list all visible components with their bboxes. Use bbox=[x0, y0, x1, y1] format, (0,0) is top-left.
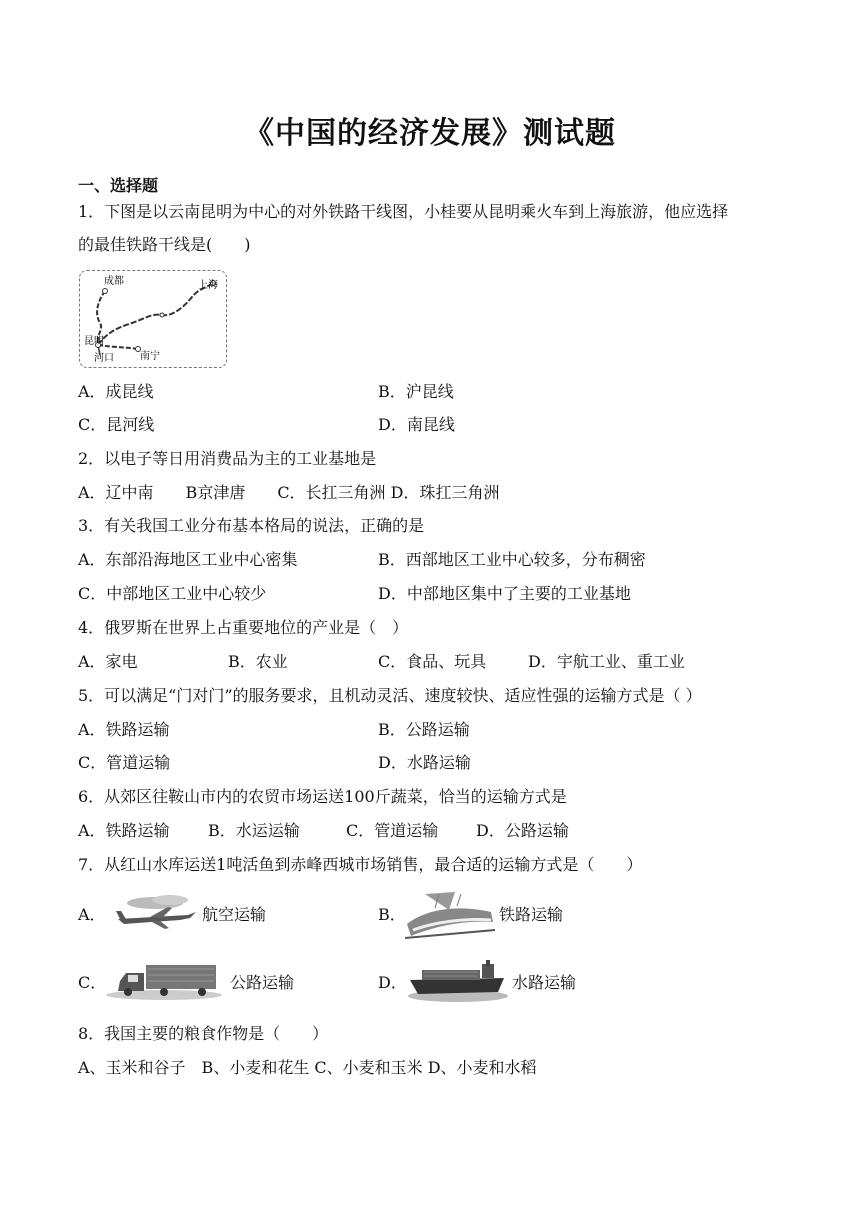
question-5-option-c: C．管道运输 bbox=[78, 753, 171, 772]
question-4-stem: 4．俄罗斯在世界上占重要地位的产业是（ ） bbox=[78, 618, 409, 637]
page-title: 《中国的经济发展》测试题 bbox=[244, 116, 616, 151]
question-7-option-d-text: 水路运输 bbox=[512, 973, 577, 992]
question-8-options: A、玉米和谷子 B、小麦和花生 C、小麦和玉米 D、小麦和水稻 bbox=[78, 1058, 537, 1077]
question-5-option-a: A．铁路运输 bbox=[78, 720, 170, 739]
question-5-option-d: D．水路运输 bbox=[378, 753, 471, 772]
question-4-option-d: D．宇航工业、重工业 bbox=[528, 652, 685, 671]
ship-icon bbox=[406, 958, 510, 1008]
map-label-kunming: 昆明 bbox=[84, 336, 104, 347]
question-7-option-b-letter: B． bbox=[378, 905, 406, 924]
map-label-nanning: 南宁 bbox=[140, 351, 160, 362]
question-6-stem: 6．从郊区往鞍山市内的农贸市场运送100斤蔬菜，恰当的运输方式是 bbox=[78, 787, 567, 806]
question-2-options: A．辽中南 B京津唐 C．长扛三角洲 D．珠扛三角洲 bbox=[78, 483, 500, 502]
question-5-stem: 5．可以满足“门对门”的服务要求，且机动灵活、速度较快、适应性强的运输方式是（ ） bbox=[78, 686, 702, 705]
question-1-stem-line2: 的最佳铁路干线是( ) bbox=[78, 235, 251, 254]
railway-map-drawing bbox=[80, 271, 226, 367]
question-1-option-a: A．成昆线 bbox=[78, 382, 154, 401]
question-4-option-a: A．家电 bbox=[78, 652, 138, 671]
question-1-stem-line1: 1．下图是以云南昆明为中心的对外铁路干线图，小桂要从昆明乘火车到上海旅游，他应选择 bbox=[78, 202, 729, 221]
question-1-option-c: C．昆河线 bbox=[78, 415, 155, 434]
question-3-stem: 3．有关我国工业分布基本格局的说法，正确的是 bbox=[78, 516, 425, 535]
question-6-option-a: A．铁路运输 bbox=[78, 821, 170, 840]
truck-icon bbox=[104, 961, 226, 1005]
question-7-option-d-letter: D． bbox=[378, 973, 407, 992]
map-label-chengdu: 成都 bbox=[104, 276, 124, 287]
question-4-option-c: C．食品、玩具 bbox=[378, 652, 487, 671]
question-2-stem: 2．以电子等日用消费品为主的工业基地是 bbox=[78, 449, 377, 468]
section-heading: 一、选择题 bbox=[78, 176, 159, 195]
question-3-option-a: A．东部沿海地区工业中心密集 bbox=[78, 550, 298, 569]
question-7-option-c-letter: C． bbox=[78, 973, 107, 992]
question-3-option-d: D．中部地区集中了主要的工业基地 bbox=[378, 584, 631, 603]
question-7-stem: 7．从红山水库运送1吨活鱼到赤峰西城市场销售，最合适的运输方式是（ ） bbox=[78, 855, 643, 874]
question-6-option-d: D．公路运输 bbox=[476, 821, 569, 840]
question-3-option-c: C．中部地区工业中心较少 bbox=[78, 584, 267, 603]
question-3-option-b: B．西部地区工业中心较多，分布稠密 bbox=[378, 550, 646, 569]
question-7-option-a-letter: A． bbox=[78, 905, 106, 924]
question-6-option-b: B．水运运输 bbox=[208, 821, 300, 840]
map-label-shanghai: 上海 bbox=[198, 280, 218, 291]
railway-map bbox=[79, 270, 227, 368]
airplane-icon bbox=[110, 893, 200, 937]
map-label-hekou: 河口 bbox=[94, 353, 114, 364]
question-7-option-c-text: 公路运输 bbox=[230, 973, 295, 992]
question-7-option-b-text: 铁路运输 bbox=[499, 905, 564, 924]
question-7-option-a-text: 航空运输 bbox=[202, 905, 267, 924]
question-1-option-b: B．沪昆线 bbox=[378, 382, 454, 401]
question-1-option-d: D．南昆线 bbox=[378, 415, 455, 434]
question-8-stem: 8．我国主要的粮食作物是（ ） bbox=[78, 1024, 329, 1043]
train-icon bbox=[405, 890, 497, 946]
question-5-option-b: B．公路运输 bbox=[378, 720, 470, 739]
question-6-option-c: C．管道运输 bbox=[346, 821, 439, 840]
question-4-option-b: B．农业 bbox=[228, 652, 288, 671]
